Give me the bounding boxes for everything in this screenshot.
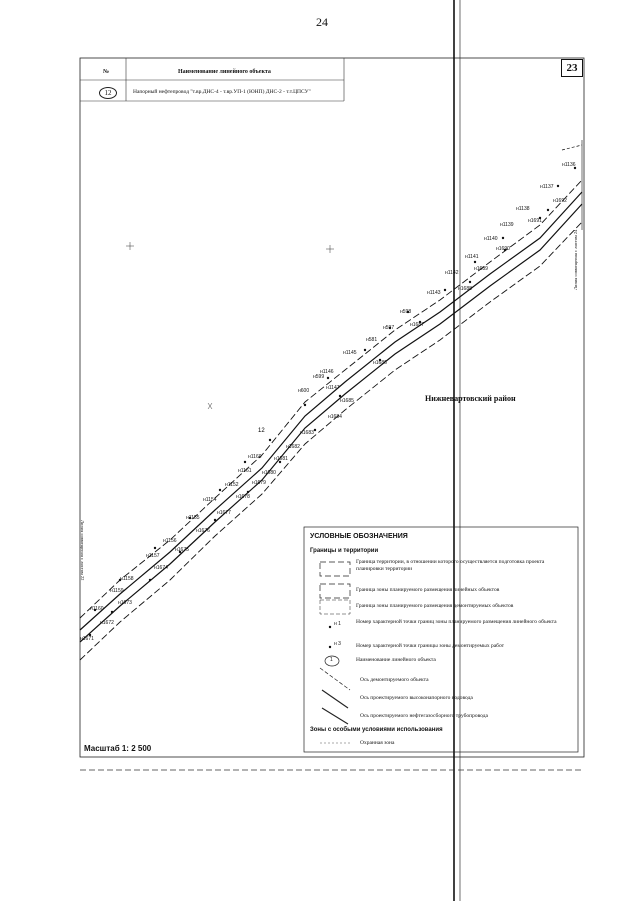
legend-markers xyxy=(329,626,331,648)
legend-item-demolition-point: Номер характерной точки границы зоны демонтируемых работ xyxy=(356,643,505,649)
point-label: н1143 xyxy=(427,290,441,296)
point-label: н1137 xyxy=(540,184,554,190)
point-label: н1140 xyxy=(484,236,498,242)
legend-item-planning-border: Граница территории, в отношении которого осуществляется подготовка проекта планировки территории xyxy=(356,559,545,572)
page-number: 24 xyxy=(316,15,328,29)
legend-title: УСЛОВНЫЕ ОБОЗНАЧЕНИЯ xyxy=(310,533,408,540)
point-label: н1142 xyxy=(445,270,459,276)
point-label: н1682 xyxy=(286,444,300,450)
point-label: н1160 xyxy=(90,606,104,612)
map-crosses xyxy=(126,242,334,409)
object-number-circle: 12 xyxy=(99,87,117,99)
point-label: н1678 xyxy=(236,494,250,500)
point-label: н1679 xyxy=(252,480,266,486)
point-label: н1157 xyxy=(146,553,160,559)
point-label: н1686 xyxy=(373,360,387,366)
object-name: Напорный нефтепровод "т.вр.ДНС-4 - т.вр.УП-1 (ЮНП) ДНС-2 - т.т.ЦПСУ" xyxy=(133,89,311,95)
legend-point-symbol: н 1 xyxy=(334,621,341,627)
point-label: н1155 xyxy=(186,515,200,521)
legend-item-demolition-axis: Ось демонтируемого объекта xyxy=(360,677,429,683)
point-label: н597 xyxy=(383,325,395,331)
point-label: н600 xyxy=(298,388,310,394)
legend-item-protection-zone: Охранная зона xyxy=(360,740,395,746)
point-label: н1683 xyxy=(300,430,314,436)
point-label: н1691 xyxy=(528,218,542,224)
point-label: н1680 xyxy=(262,470,276,476)
point-label: н1692 xyxy=(553,198,567,204)
point-label: н1684 xyxy=(328,414,342,420)
point-label: н1158 xyxy=(120,576,134,582)
point-label: н599 xyxy=(313,374,325,380)
point-label: н1689 xyxy=(474,266,488,272)
zone-border-lower xyxy=(80,222,582,660)
continuation-right-label: Линия совмещения с листом 24 xyxy=(573,229,578,290)
legend-item-oil-axis: Ось проектируемого нефтегазосборного трубопровода xyxy=(360,713,489,719)
point-label: н1690 xyxy=(496,246,510,252)
point-label: н1160 xyxy=(248,454,262,460)
point-label: н1147 xyxy=(326,385,340,391)
continuation-left-label: Линия совмещения с листом 22 xyxy=(80,520,85,581)
point-label: н1152 xyxy=(225,482,239,488)
point-label: н1141 xyxy=(465,254,479,260)
legend-item-object-name: Наименование линейного объекта xyxy=(356,657,436,663)
point-label: н1146 xyxy=(320,369,334,375)
map-frame xyxy=(80,58,584,757)
point-label: н1688 xyxy=(458,286,472,292)
legend-item-water-axis: Ось проектируемого высоконапорного водовода xyxy=(360,695,473,701)
district-label: Нижневартовский район xyxy=(425,394,516,403)
point-label: н1139 xyxy=(500,222,514,228)
sheet-number: 23 xyxy=(561,59,583,77)
point-label: н1674 xyxy=(154,565,168,571)
header-col-name: Наименование линейного объекта xyxy=(178,69,271,75)
point-label: н1685 xyxy=(340,398,354,404)
demolition-border xyxy=(562,145,582,150)
legend-group-zones: Зоны с особыми условиями использования xyxy=(310,727,443,733)
legend-item-point-number: Номер характерной точки границ зоны планируемого размещения линейного объекта xyxy=(356,619,557,625)
point-label: н1138 xyxy=(516,206,530,212)
point-label: н1681 xyxy=(274,456,288,462)
point-label: н1672 xyxy=(100,620,114,626)
point-label: н1687 xyxy=(410,322,424,328)
point-label: н1159 xyxy=(110,588,124,594)
point-label: н1677 xyxy=(217,510,231,516)
legend-item-linear-zone: Граница зоны планируемого размещения линейных объектов xyxy=(356,587,500,593)
point-label: н1136 xyxy=(562,162,576,168)
point-label: н1145 xyxy=(343,350,357,356)
point-labels-lower xyxy=(80,198,567,642)
point-label: н1156 xyxy=(163,538,177,544)
point-label: н1154 xyxy=(203,497,217,503)
header-col-number: № xyxy=(103,69,110,75)
point-label: н598 xyxy=(400,309,412,315)
point-label: н1673 xyxy=(118,600,132,606)
point-label: н1675 xyxy=(175,547,189,553)
point-label: н581 xyxy=(366,337,378,343)
point-label: н1676 xyxy=(196,528,210,534)
legend-object-symbol: 1 xyxy=(330,657,333,663)
point-label: н1671 xyxy=(80,636,94,642)
scale-label: Масштаб 1: 2 500 xyxy=(84,744,152,753)
point-labels-upper xyxy=(90,162,576,612)
legend-point2-symbol: н 3 xyxy=(334,641,341,647)
legend-item-demolition-zone: Граница зоны планируемого размещения демонтируемых объектов xyxy=(356,603,514,609)
legend-group-borders: Границы и территории xyxy=(310,548,379,554)
map-object-number: 12 xyxy=(258,428,265,434)
point-label: н1161 xyxy=(238,468,252,474)
